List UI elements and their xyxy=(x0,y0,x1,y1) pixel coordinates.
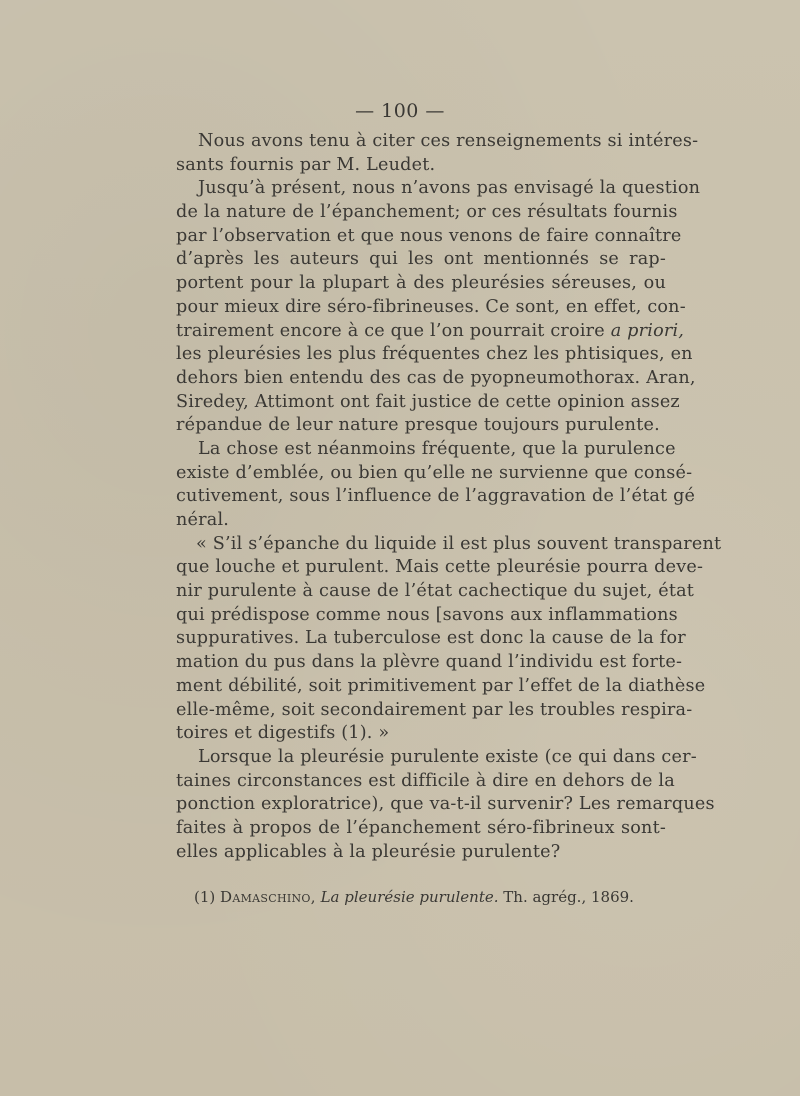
text-line: sants fournis par M. Leudet. xyxy=(176,154,436,175)
text-line: « S’il s’épanche du liquide il est plus souvent transparent xyxy=(196,533,722,554)
text-line: portent pour la plupart à des pleurésies séreuses, ou xyxy=(176,273,666,294)
text-line: dehors bien entendu des cas de pyopneumothorax. Aran, xyxy=(176,367,696,388)
text-line: suppuratives. La tuberculose est donc la cause de la for xyxy=(176,628,686,649)
text-fragment: trairement encore à ce que l’on pourrait croire xyxy=(176,320,605,341)
text-line: ponction exploratrice), que va-t-il survenir? Les remarques xyxy=(176,794,715,815)
footnote-reference: Th. agrég., 1869. xyxy=(503,888,634,906)
text-line: néral. xyxy=(176,510,230,530)
text-line: pour mieux dire séro-fibrineuses. Ce sont, en effet, con- xyxy=(176,296,686,317)
text-line: taines circonstances est difficile à dire en dehors de la xyxy=(176,770,675,791)
text-line: existe d’emblée, ou bien qu’elle ne survienne que consé- xyxy=(176,462,693,483)
body-text xyxy=(176,130,722,864)
text-line: La chose est néanmoins fréquente, que la purulence xyxy=(198,438,676,459)
text-line: de la nature de l’épanchement; or ces résultats fournis xyxy=(176,202,678,223)
footnote-author: Damaschino, xyxy=(220,888,316,906)
text-line: faites à propos de l’épanchement séro-fibrineux sont- xyxy=(176,817,666,838)
text-line: cutivement, sous l’influence de l’aggravation de l’état gé xyxy=(176,486,696,507)
text-line xyxy=(176,320,685,344)
text-line: que louche et purulent. Mais cette pleurésie pourra deve- xyxy=(176,557,704,578)
text-line: elle-même, soit secondairement par les troubles respira- xyxy=(176,699,693,720)
italic-phrase: a priori, xyxy=(610,320,685,341)
footnote xyxy=(194,888,634,906)
text-line: les pleurésies les plus fréquentes chez les phtisiques, en xyxy=(176,344,693,365)
text-line: ment débilité, soit primitivement par l’effet de la diathèse xyxy=(176,675,706,696)
footnote-title: La pleurésie purulente. xyxy=(320,888,499,906)
text-line: par l’observation et que nous venons de faire connaître xyxy=(176,225,682,246)
text-line: Nous avons tenu à citer ces renseignements si intéres- xyxy=(198,131,699,151)
footnote-marker: (1) xyxy=(194,888,216,906)
text-line: répandue de leur nature presque toujours purulente. xyxy=(176,415,660,436)
text-line: qui prédispose comme nous [savons aux inflammations xyxy=(176,604,678,625)
page-number: — 100 — xyxy=(355,100,445,122)
text-line: Siredey, Attimont ont fait justice de cette opinion assez xyxy=(176,391,680,412)
text-line: elles applicables à la pleurésie purulente? xyxy=(176,841,561,862)
text-line: nir purulente à cause de l’état cachectique du sujet, état xyxy=(176,581,695,602)
text-line: toires et digestifs (1). » xyxy=(176,723,390,744)
text-line: Lorsque la pleurésie purulente existe (ce qui dans cer- xyxy=(198,746,697,767)
text-line: d’après les auteurs qui les ont mentionnés se rap- xyxy=(176,249,666,270)
text-line: Jusqu’à présent, nous n’avons pas envisagé la question xyxy=(198,178,701,199)
text-line: mation du pus dans la plèvre quand l’individu est forte- xyxy=(176,652,683,673)
